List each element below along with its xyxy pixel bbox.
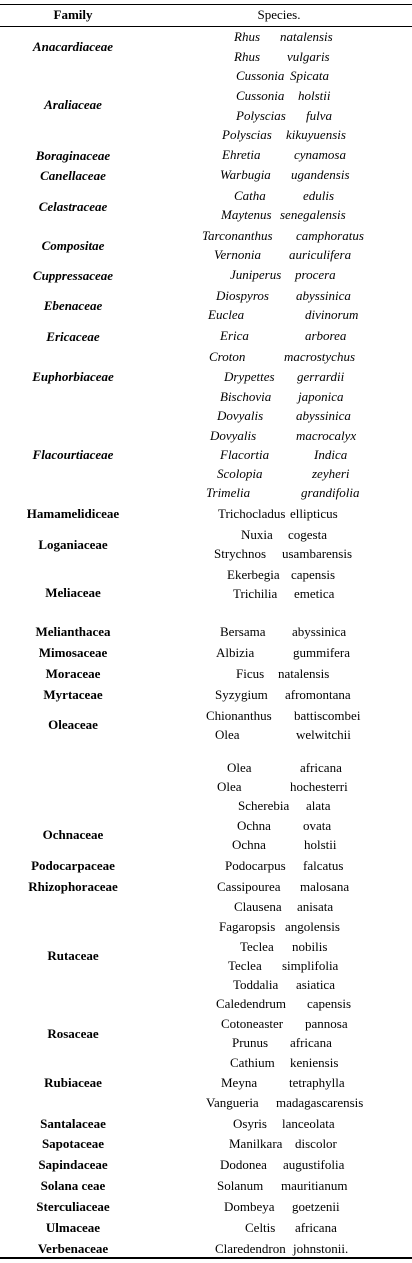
- species-epithet: asiatica: [296, 977, 335, 992]
- species-entry: [0, 1136, 412, 1152]
- species-epithet: afromontana: [285, 687, 351, 702]
- species-entry: [0, 1241, 412, 1257]
- species-genus: Toddalia: [233, 977, 279, 992]
- species-entry: [0, 369, 412, 385]
- family-name: Rosaceae: [47, 1026, 99, 1041]
- species-genus: Diospyros: [216, 288, 269, 303]
- species-entry: [0, 108, 412, 124]
- species-epithet: usambarensis: [282, 546, 353, 561]
- species-genus: Strychnos: [214, 546, 266, 561]
- header-rule: [0, 26, 412, 27]
- species-epithet: vulgaris: [287, 49, 330, 64]
- species-genus: Rhus: [234, 29, 260, 44]
- family-name: Podocarpaceae: [31, 858, 115, 873]
- species-entry: [0, 389, 412, 405]
- species-epithet: africana: [290, 1035, 332, 1050]
- species-entry: [0, 247, 412, 263]
- species-epithet: zeyheri: [312, 466, 350, 481]
- family-name: Rutaceae: [47, 948, 99, 963]
- family-name: Meliaceae: [45, 585, 101, 600]
- species-entry: [0, 858, 412, 874]
- species-genus: Teclea: [240, 939, 274, 954]
- species-genus: Teclea: [228, 958, 262, 973]
- species-entry: [0, 919, 412, 935]
- species-epithet: holstii: [298, 88, 331, 103]
- species-entry: [0, 546, 412, 562]
- species-entry: [0, 666, 412, 682]
- species-epithet: hochesterri: [290, 779, 348, 794]
- species-epithet: falcatus: [303, 858, 344, 873]
- species-entry: [0, 586, 412, 602]
- table-top-rule: [0, 4, 412, 5]
- species-epithet: divinorum: [305, 307, 359, 322]
- header-family: Family: [53, 7, 93, 22]
- species-genus: Celtis: [245, 1220, 276, 1235]
- species-genus: Juniperus: [230, 267, 282, 282]
- family-name: Verbenaceae: [37, 1241, 109, 1256]
- species-epithet: ovata: [303, 818, 332, 833]
- species-epithet: cogesta: [288, 527, 327, 542]
- species-genus: Drypettes: [224, 369, 275, 384]
- species-epithet: abyssinica: [296, 288, 351, 303]
- species-genus: Olea: [217, 779, 242, 794]
- species-entry: [0, 127, 412, 143]
- species-genus: Chionanthus: [206, 708, 272, 723]
- species-epithet: malosana: [300, 879, 350, 894]
- species-genus: Cassipourea: [217, 879, 281, 894]
- species-entry: [0, 88, 412, 104]
- species-entry: [0, 527, 412, 543]
- species-epithet: nobilis: [292, 939, 328, 954]
- species-entry: [0, 1199, 412, 1215]
- species-entry: [0, 958, 412, 974]
- header-species: Species.: [257, 7, 301, 22]
- family-name: Anacardiaceae: [32, 39, 114, 54]
- species-epithet: augustifolia: [283, 1157, 345, 1172]
- species-epithet: discolor: [295, 1136, 337, 1151]
- species-entry: [0, 466, 412, 482]
- species-genus: Albizia: [216, 645, 255, 660]
- species-entry: [0, 996, 412, 1012]
- species-genus: Podocarpus: [225, 858, 286, 873]
- species-genus: Trichilia: [233, 586, 278, 601]
- species-genus: Syzygium: [215, 687, 268, 702]
- species-epithet: Indica: [314, 447, 348, 462]
- species-entry: [0, 977, 412, 993]
- species-genus: Ochna: [237, 818, 271, 833]
- species-genus: Claredendron: [215, 1241, 286, 1256]
- species-epithet: alata: [306, 798, 331, 813]
- family-name: Loganiaceae: [38, 537, 108, 552]
- family-name: Myrtaceae: [43, 687, 103, 702]
- species-epithet: tetraphylla: [289, 1075, 345, 1090]
- species-entry: [0, 447, 412, 463]
- species-genus: Dombeya: [224, 1199, 275, 1214]
- family-name: Rhizophoraceae: [28, 879, 118, 894]
- species-genus: Solanum: [217, 1178, 264, 1193]
- family-name: Canellaceae: [40, 168, 106, 183]
- family-name: Euphorbiaceae: [32, 369, 114, 384]
- species-epithet: lanceolata: [282, 1116, 335, 1131]
- species-genus: Ehretia: [222, 147, 261, 162]
- species-entry: [0, 267, 412, 283]
- family-name: Santalaceae: [40, 1116, 106, 1131]
- species-genus: Olea: [227, 760, 252, 775]
- species-epithet: ugandensis: [291, 167, 350, 182]
- species-genus: Prunus: [232, 1035, 269, 1050]
- species-entry: [0, 68, 412, 84]
- species-genus: Rhus: [234, 49, 260, 64]
- species-genus: Cussonia: [236, 68, 285, 83]
- species-genus: Ficus: [236, 666, 265, 681]
- species-genus: Scherebia: [238, 798, 290, 813]
- species-epithet: arborea: [305, 328, 347, 343]
- family-name: Sapotaceae: [41, 1136, 105, 1151]
- species-entry: [0, 349, 412, 365]
- family-name: Boraginaceae: [35, 148, 111, 163]
- species-epithet: ellipticus: [290, 506, 338, 521]
- species-entry: [0, 167, 412, 183]
- species-genus: Cotoneaster: [221, 1016, 284, 1031]
- family-name: Ebenaceae: [43, 298, 103, 313]
- species-entry: [0, 760, 412, 776]
- species-genus: Flacortia: [220, 447, 270, 462]
- species-genus: Maytenus: [221, 207, 272, 222]
- species-genus: Scolopia: [217, 466, 263, 481]
- family-name: Solana ceae: [40, 1178, 106, 1193]
- family-name: Ericaceae: [46, 329, 100, 344]
- species-epithet: procera: [295, 267, 336, 282]
- species-epithet: capensis: [307, 996, 352, 1011]
- family-name: Celastraceae: [38, 199, 108, 214]
- species-genus: Polyscias: [222, 127, 272, 142]
- species-entry: [0, 49, 412, 65]
- family-name: Oleaceae: [48, 717, 98, 732]
- species-epithet: abyssinica: [292, 624, 347, 639]
- species-genus: Dovyalis: [217, 408, 264, 423]
- species-entry: [0, 818, 412, 834]
- species-genus: Nuxia: [241, 527, 273, 542]
- species-entry: [0, 1016, 412, 1032]
- family-name: Mimosaceae: [38, 645, 108, 660]
- species-genus: Vernonia: [214, 247, 261, 262]
- species-epithet: natalensis: [278, 666, 330, 681]
- species-genus: Ochna: [232, 837, 266, 852]
- species-epithet: edulis: [303, 188, 335, 203]
- species-epithet: africana: [300, 760, 342, 775]
- species-epithet: macrostychus: [284, 349, 356, 364]
- species-genus: Trimelia: [206, 485, 251, 500]
- species-entry: [0, 798, 412, 814]
- species-entry: [0, 687, 412, 703]
- species-genus: Meyna: [221, 1075, 258, 1090]
- species-epithet: macrocalyx: [296, 428, 357, 443]
- species-epithet: anisata: [297, 899, 334, 914]
- species-entry: [0, 188, 412, 204]
- species-epithet: keniensis: [290, 1055, 339, 1070]
- species-epithet: africana: [295, 1220, 337, 1235]
- species-genus: Manilkara: [229, 1136, 283, 1151]
- species-epithet: gummifera: [293, 645, 351, 660]
- family-name: Moraceae: [45, 666, 101, 681]
- species-genus: Caledendrum: [216, 996, 287, 1011]
- species-epithet: natalensis: [280, 29, 333, 44]
- species-epithet: pannosa: [305, 1016, 348, 1031]
- family-name: Melianthacea: [35, 624, 111, 639]
- species-epithet: madagascarensis: [276, 1095, 364, 1110]
- species-epithet: japonica: [298, 389, 344, 404]
- species-entry: [0, 408, 412, 424]
- species-entry: [0, 1116, 412, 1132]
- species-epithet: angolensis: [285, 919, 340, 934]
- species-epithet: goetzenii: [292, 1199, 340, 1214]
- species-epithet: senegalensis: [280, 207, 346, 222]
- species-entry: [0, 328, 412, 344]
- species-genus: Dodonea: [220, 1157, 267, 1172]
- table-bottom-rule: [0, 1257, 412, 1259]
- species-genus: Fagaropsis: [219, 919, 276, 934]
- species-genus: Ekerbegia: [227, 567, 280, 582]
- family-name: Cuppressaceae: [32, 268, 114, 283]
- species-entry: [0, 837, 412, 853]
- species-epithet: gerrardii: [297, 369, 345, 384]
- family-name: Sapindaceae: [38, 1157, 108, 1172]
- species-entry: [0, 506, 412, 522]
- family-name: Rubiaceae: [44, 1075, 102, 1090]
- species-entry: [0, 307, 412, 323]
- species-entry: [0, 899, 412, 915]
- species-entry: [0, 485, 412, 501]
- species-genus: Osyris: [233, 1116, 267, 1131]
- species-genus: Polyscias: [236, 108, 286, 123]
- species-epithet: welwitchii: [296, 727, 351, 742]
- species-entry: [0, 1035, 412, 1051]
- species-epithet: grandifolia: [301, 485, 360, 500]
- species-entry: [0, 779, 412, 795]
- species-entry: [0, 1095, 412, 1111]
- family-name: Hamamelidiceae: [26, 506, 120, 521]
- species-epithet: mauritianum: [281, 1178, 348, 1193]
- species-epithet: capensis: [291, 567, 336, 582]
- species-epithet: auriculifera: [289, 247, 352, 262]
- species-entry: [0, 708, 412, 724]
- species-entry: [0, 1075, 412, 1091]
- species-epithet: kikuyuensis: [286, 127, 346, 142]
- species-genus: Tarconanthus: [202, 228, 273, 243]
- species-genus: Erica: [220, 328, 249, 343]
- species-entry: [0, 1055, 412, 1071]
- species-genus: Trichocladus: [218, 506, 286, 521]
- species-entry: [0, 727, 412, 743]
- species-epithet: Spicata: [290, 68, 329, 83]
- species-genus: Euclea: [208, 307, 245, 322]
- species-genus: Catha: [234, 188, 266, 203]
- species-entry: [0, 879, 412, 895]
- species-genus: Bersama: [220, 624, 266, 639]
- species-epithet: fulva: [306, 108, 332, 123]
- species-entry: [0, 147, 412, 163]
- species-epithet: holstii: [304, 837, 337, 852]
- species-entry: [0, 624, 412, 640]
- family-name: Compositae: [41, 238, 105, 253]
- species-genus: Warbugia: [220, 167, 271, 182]
- species-genus: Bischovia: [220, 389, 272, 404]
- species-epithet: camphoratus: [296, 228, 364, 243]
- species-epithet: simplifolia: [282, 958, 339, 973]
- species-entry: [0, 29, 412, 45]
- species-entry: [0, 1157, 412, 1173]
- species-entry: [0, 939, 412, 955]
- species-entry: [0, 1220, 412, 1236]
- species-epithet: cynamosa: [294, 147, 346, 162]
- family-name: Ulmaceae: [45, 1220, 101, 1235]
- species-genus: Clausena: [234, 899, 282, 914]
- family-name: Sterculiaceae: [36, 1199, 110, 1214]
- species-epithet: emetica: [294, 586, 335, 601]
- species-genus: Olea: [215, 727, 240, 742]
- species-entry: [0, 645, 412, 661]
- species-genus: Cussonia: [236, 88, 285, 103]
- family-name: Araliaceae: [44, 97, 102, 112]
- species-genus: Vangueria: [206, 1095, 259, 1110]
- species-entry: [0, 207, 412, 223]
- species-epithet: johnstonii.: [293, 1241, 349, 1256]
- species-entry: [0, 428, 412, 444]
- species-entry: [0, 288, 412, 304]
- species-epithet: battiscombei: [294, 708, 361, 723]
- species-genus: Dovyalis: [210, 428, 257, 443]
- species-entry: [0, 1178, 412, 1194]
- species-epithet: abyssinica: [296, 408, 351, 423]
- family-name: Flacourtiaceae: [32, 447, 114, 462]
- family-name: Ochnaceae: [42, 827, 104, 842]
- species-entry: [0, 567, 412, 583]
- species-genus: Croton: [209, 349, 246, 364]
- species-genus: Cathium: [230, 1055, 275, 1070]
- species-entry: [0, 228, 412, 244]
